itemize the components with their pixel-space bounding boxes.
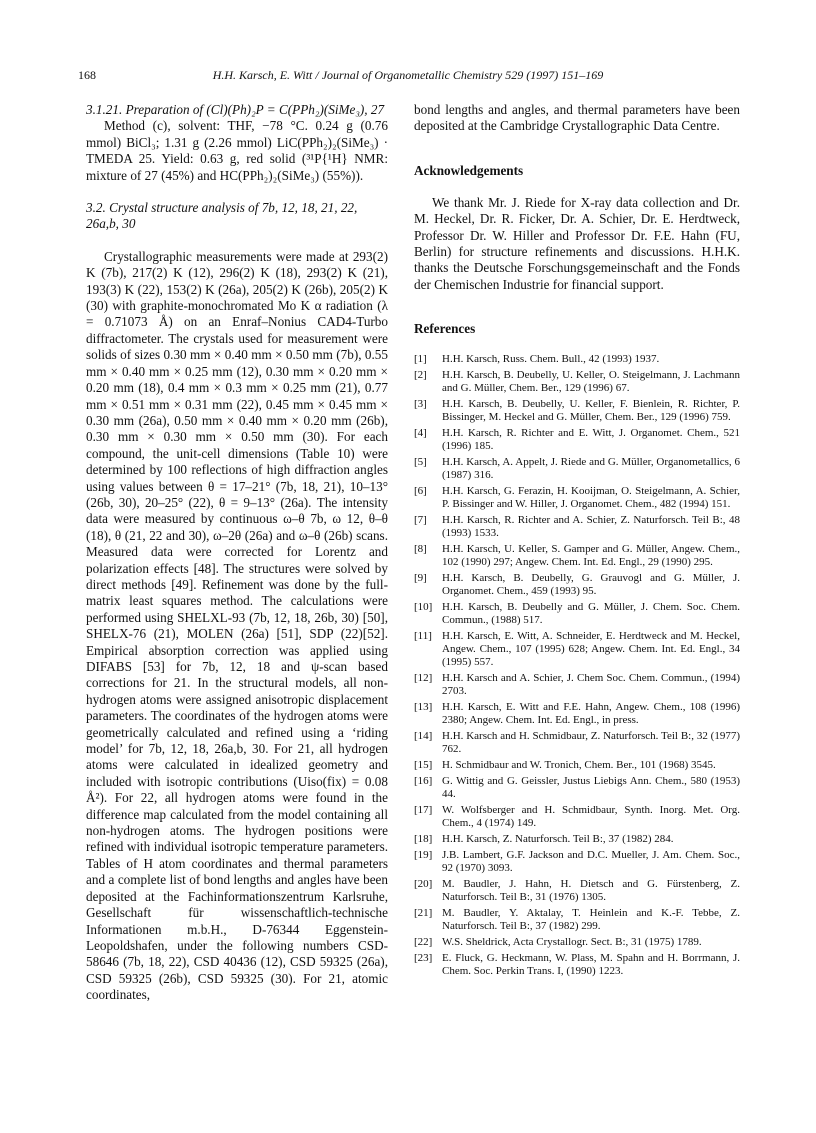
reference-text: H.H. Karsch, U. Keller, S. Gamper and G. Müller, Angew. Chem., 102 (1990) 297; Angew. Chem. Int. Ed. Engl., 29 (1990) 295. [442,543,740,569]
reference-list [414,353,740,978]
reference-text: W.S. Sheldrick, Acta Crystallogr. Sect. B:, 31 (1975) 1789. [442,935,702,948]
reference-text: H.H. Karsch, A. Appelt, J. Riede and G. Müller, Organometallics, 6 (1987) 316. [442,456,740,482]
reference-text: H.H. Karsch, E. Witt and F.E. Hahn, Angew. Chem., 108 (1996) 2380; Angew. Chem. Int. Ed. Engl., in press. [442,701,740,727]
reference-text: H.H. Karsch and A. Schier, J. Chem Soc. Chem. Commun., (1994) 2703. [442,672,740,698]
reference-text: H.H. Karsch and H. Schmidbaur, Z. Naturforsch. Teil B:, 32 (1977) 762. [442,730,740,756]
reference-text: H.H. Karsch, B. Deubelly, U. Keller, F. Bienlein, R. Richter, P. Bissinger, M. Heckel and G. Müller, Chem. Ber., 129 (1996) 759. [442,398,740,424]
reference-text: H. Schmidbaur and W. Tronich, Chem. Ber., 101 (1968) 3545. [442,759,716,772]
reference-item [414,427,740,453]
left-column [86,102,388,1004]
reference-item [414,759,740,772]
reference-item [414,485,740,511]
reference-number: [9] [414,572,427,585]
right-column [414,102,740,981]
reference-number: [12] [414,672,433,685]
reference-item [414,514,740,540]
reference-item [414,833,740,846]
reference-item [414,456,740,482]
reference-item [414,601,740,627]
reference-text: H.H. Karsch, E. Witt, A. Schneider, E. Herdtweck and M. Heckel, Angew. Chem., 107 (1995) 628; Angew. Chem. Int. Ed. Engl., 34 (1995) 557. [442,630,740,669]
section-3-2-body: Crystallographic measurements were made at 293(2) K (7b), 217(2) K (12), 296(2) K (18), 293(2) K (21), 193(3) K (22), 153(2) K (26a), 205(2) K (26b), 205(2) K (30) with graphite-monochromated Mo K α radiation (λ = 0.71073 Å) on an Enraf–Nonius CAD4-Turbo diffractometer. The crystals used for measurement were solids of sizes 0.30 mm × 0.40 mm × 0.50 mm (7b), 0.55 mm × 0.40 mm × 0.25 mm (12), 0.30 mm × 0.20 mm × 0.20 mm (18), 0.4 mm × 0.3 mm × 0.25 mm (21), 0.77 mm × 0.51 mm × 0.31 mm (22), 0.45 mm × 0.45 mm × 0.30 mm (26a), 0.50 mm × 0.40 mm × 0.20 mm (26b), 0.30 mm × 0.30 mm × 0.50 mm (30). For each compound, the unit-cell dimensions (Table 10) were determined by 100 reflections of high diffraction angles using values between θ = 17–21° (7b, 18, 21), 10–13° (26b, 30), 20–25° (22), θ = 9–13° (26a). The intensity data were measured by continuous ω–θ 7b, ω 12, θ–θ (18), θ (21, 22 and 30), ω–2θ (26a) and ω–θ (26b) scans. Measured data were corrected for Lorentz and polarization effects [48]. The structures were solved by direct methods [49]. Refinement was done by the full-matrix least squares method. The calculations were performed using SHELXL-93 (7b, 12, 18, 26b, 30) [50], SHELX-76 (21), MOLEN (26a) [51], SDP (22)[52]. Empirical absorption correction was applied using DIFABS [53] for 7b, 12, 18 and ψ-scan based corrections for 21. In the structural models, all non-hydrogen atoms were assigned anisotropic displacement parameters. The coordinates of the hydrogen atoms were geometrically calculated and refined using a ‘riding model’ for 7b, 12, 18, 26a,b, 30. For 21, all hydrogen atoms were calculated in idealized geometry and included with isotropic contributions (Uiso(fix) = 0.08 Å²). For 22, all hydrogen atoms were found in the difference map calculated from the model containing all non-hydrogen atoms. The hydrogen positions were refined with individual isotropic temperature parameters. Tables of H atom coordinates and thermal parameters and a complete list of bond lengths and angles have been deposited at the Fachinformationszentrum Karlsruhe, Gesellschaft für wissenschaftlich-technische Informationen m.b.H., D-76344 Eggenstein-Leopoldshafen, under the following numbers CSD-58646 (7b, 18, 22), CSD 40436 (12), CSD 59325 (26a), CSD 59325 (26b), CSD 59325 (30). For 21, atomic coordinates, [86,248,388,1003]
reference-text: H.H. Karsch, R. Richter and A. Schier, Z. Naturforsch. Teil B:, 48 (1993) 1533. [442,514,740,540]
reference-text: H.H. Karsch, G. Ferazin, H. Kooijman, O. Steigelmann, A. Schier, P. Bissinger and W. Hiller, J. Organomet. Chem., 482 (1994) 151. [442,485,740,511]
reference-item [414,630,740,670]
continued-paragraph: bond lengths and angles, and thermal parameters have been deposited at the Cambridge Crystallographic Data Centre. [414,102,740,134]
reference-item [414,730,740,756]
reference-text: E. Fluck, G. Heckmann, W. Plass, M. Spahn and H. Borrmann, J. Chem. Soc. Perkin Trans. I, (1990) 1223. [442,951,740,977]
running-title: H.H. Karsch, E. Witt / Journal of Organometallic Chemistry 529 (1997) 151–169 [212,68,604,82]
reference-text: H.H. Karsch, R. Richter and E. Witt, J. Organomet. Chem., 521 (1996) 185. [442,427,740,453]
reference-item [414,907,740,933]
reference-item [414,878,740,904]
reference-number: [2] [414,369,427,382]
reference-item [414,353,740,366]
reference-number: [16] [414,775,433,788]
reference-text: M. Baudler, J. Hahn, H. Dietsch and G. Fürstenberg, Z. Naturforsch. Teil B:, 31 (1976) 1305. [442,877,740,904]
reference-item [414,775,740,801]
acknowledgements-body: We thank Mr. J. Riede for X-ray data collection and Dr. M. Heckel, Dr. R. Ficker, Dr. A. Schier, Dr. E. Herdtweck, Professor Dr. W. Hiller and Professor Dr. F.E. Hahn (FU, Berlin) for structure refinements and discussions. H.H.K. thanks the Deutsche Forschungsgemeinschaft and the Fonds der Chemischen Industrie for financial support. [414,194,740,292]
reference-number: [22] [414,935,433,948]
reference-number: [19] [414,848,433,861]
reference-text: G. Wittig and G. Geissler, Justus Liebigs Ann. Chem., 580 (1953) 44. [442,775,740,801]
reference-text: H.H. Karsch, Russ. Chem. Bull., 42 (1993) 1937. [442,353,660,366]
acknowledgements-heading: Acknowledgements [414,162,524,178]
reference-text: H.H. Karsch, B. Deubelly, U. Keller, O. Steigelmann, J. Lachmann and G. Müller, Chem. Ber., 129 (1996) 67. [442,369,740,395]
reference-item [414,369,740,395]
reference-item [414,672,740,698]
reference-number: [3] [414,398,427,411]
reference-item [414,936,740,949]
reference-number: [20] [414,877,433,890]
reference-text: J.B. Lambert, G.F. Jackson and D.C. Mueller, J. Am. Chem. Soc., 92 (1970) 3093. [442,848,740,875]
reference-number: [4] [414,427,427,440]
reference-text: H.H. Karsch, Z. Naturforsch. Teil B:, 37 (1982) 284. [442,833,674,846]
reference-number: [23] [414,951,433,964]
reference-number: [7] [414,514,427,527]
reference-text: H.H. Karsch, B. Deubelly, G. Grauvogl and G. Müller, J. Organomet. Chem., 459 (1993) 95. [442,572,740,598]
reference-number: [8] [414,543,427,556]
reference-number: [1] [414,353,427,366]
reference-number: [15] [414,759,433,772]
reference-number: [21] [414,906,433,919]
running-header [78,68,738,86]
reference-number: [17] [414,804,433,817]
references-heading: References [414,321,476,337]
reference-text: H.H. Karsch, B. Deubelly and G. Müller, J. Chem. Soc. Chem. Commun., (1988) 517. [442,601,740,627]
reference-item [414,572,740,598]
reference-item [414,398,740,424]
reference-number: [11] [414,630,432,643]
reference-number: [10] [414,601,433,614]
reference-number: [18] [414,833,433,846]
reference-number: [13] [414,701,433,714]
page-number: 168 [78,68,96,82]
reference-number: [5] [414,456,427,469]
section-3-1-21-body: Method (c), solvent: THF, −78 °C. 0.24 g (0.76 mmol) BiCl₃; 1.31 g (2.26 mmol) LiC(PPh₂)₂(SiMe₃) · TMEDA 25. Yield: 0.63 g, red solid (³¹P{¹H} NMR: mixture of 27 (45%) and HC(PPh₂)₂(SiMe₃) (55%)). [86,118,388,183]
reference-number: [6] [414,485,427,498]
reference-item [414,543,740,569]
reference-item [414,804,740,830]
reference-number: [14] [414,730,433,743]
reference-item [414,952,740,978]
reference-item [414,849,740,875]
section-3-2-heading: 3.2. Crystal structure analysis of 7b, 12, 18, 21, 22, 26a,b, 30 [86,200,358,232]
reference-text: M. Baudler, Y. Aktalay, T. Heinlein and K.-F. Tebbe, Z. Naturforsch. Teil B:, 37 (1982) 299. [442,906,740,933]
section-3-1-21-heading: 3.1.21. Preparation of (Cl)(Ph)₂P = C(PPh₂)(SiMe₃), 27 [86,102,385,117]
reference-item [414,701,740,727]
reference-text: W. Wolfsberger and H. Schmidbaur, Synth. Inorg. Met. Org. Chem., 4 (1974) 149. [442,804,740,830]
